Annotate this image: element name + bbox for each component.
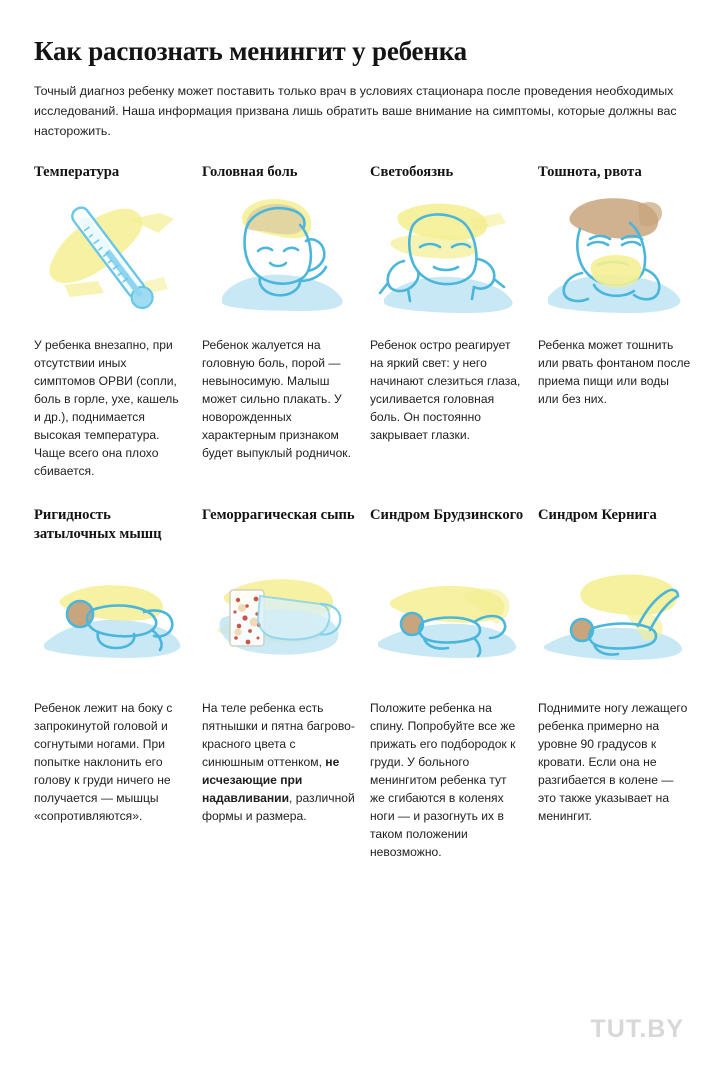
card-brudzinski-sign bbox=[370, 506, 534, 861]
card-text: Ребенок жалуется на головную боль, порой — невыносимую. Малыш может сильно плакать. У новорожденных характерным признаком будет выпуклый родничок. bbox=[202, 338, 351, 460]
card-text: Ребенка может тошнить или рвать фонтаном после приема пищи или воды или без них. bbox=[538, 338, 691, 406]
rash-glass-test-icon bbox=[202, 552, 360, 690]
card-neck-rigidity bbox=[34, 506, 198, 861]
card-title: Головная боль bbox=[202, 164, 298, 181]
card-title: Синдром Брудзинского bbox=[370, 507, 524, 524]
card-text: У ребенка внезапно, при отсутствии иных симптомов ОРВИ (сопли, боль в горле, ухе, кашель и др.), поднимается высокая температура. Чаще всего она плохо сбивается. bbox=[34, 338, 179, 478]
watermark-logo: TUT.BY bbox=[590, 1015, 684, 1043]
card-text bbox=[202, 700, 356, 825]
card-title: Температура bbox=[34, 164, 120, 181]
card-title: Ригидность затылочных мышц bbox=[34, 507, 162, 542]
child-brudzinski-icon bbox=[370, 552, 528, 690]
rash-text-part2: , различной формы и размера. bbox=[202, 790, 355, 823]
card-text: Поднимите ногу лежащего ребенка примерно на уровне 90 градусов к кровати. Если она не разгибается в колене — это также указывает на менингит. bbox=[538, 701, 688, 823]
thermometer-icon bbox=[34, 189, 192, 327]
card-title: Светобоязнь bbox=[370, 164, 454, 181]
rash-text-bold: не исчезающие при надавливании bbox=[202, 755, 340, 805]
symptom-grid-row-1 bbox=[34, 163, 691, 480]
card-text: Положите ребенка на спину. Попробуйте все же прижать его подбородок к груди. У больного менингитом ребенка тут же сгибаются в коленях ноги — и разогнуть их в таком положении невозможно. bbox=[370, 701, 516, 859]
card-title: Тошнота, рвота bbox=[538, 164, 642, 181]
child-nausea-icon bbox=[538, 189, 696, 327]
card-title: Геморрагическая сыпь bbox=[202, 507, 355, 524]
child-kernig-icon bbox=[538, 552, 696, 690]
child-headache-icon bbox=[202, 189, 360, 327]
intro-paragraph: Точный диагноз ребенку может поставить только врач в условиях стационара после проведения необходимых исследований. Наша информация призвана лишь обратить ваше внимание на симптомы, которые должны вас насторожить. bbox=[34, 84, 677, 139]
symptom-grid-row-2 bbox=[34, 506, 686, 861]
card-nausea bbox=[538, 163, 702, 480]
section-spacer bbox=[34, 480, 686, 506]
card-kernig-sign bbox=[538, 506, 702, 861]
card-title: Синдром Кернига bbox=[538, 507, 657, 524]
rash-text-part1: На теле ребенка есть пятнышки и пятна багрово-красного цвета с синюшным оттенком, bbox=[202, 701, 355, 770]
child-lying-side-icon bbox=[34, 552, 192, 690]
card-hemorrhagic-rash bbox=[202, 506, 366, 861]
card-temperature bbox=[34, 163, 198, 480]
card-photophobia bbox=[370, 163, 534, 480]
card-headache bbox=[202, 163, 366, 480]
child-photophobia-icon bbox=[370, 189, 528, 327]
card-text: Ребенок остро реагирует на яркий свет: у него начинают слезиться глаза, усиливается головная боль. Он постоянно закрывает глазки. bbox=[370, 338, 521, 442]
card-text: Ребенок лежит на боку с запрокинутой головой и согнутыми ногами. При попытке наклонить его голову к груди ничего не получается — мышцы «сопротивляются». bbox=[34, 701, 173, 823]
page-title: Как распознать менингит у ребенка bbox=[34, 36, 467, 66]
